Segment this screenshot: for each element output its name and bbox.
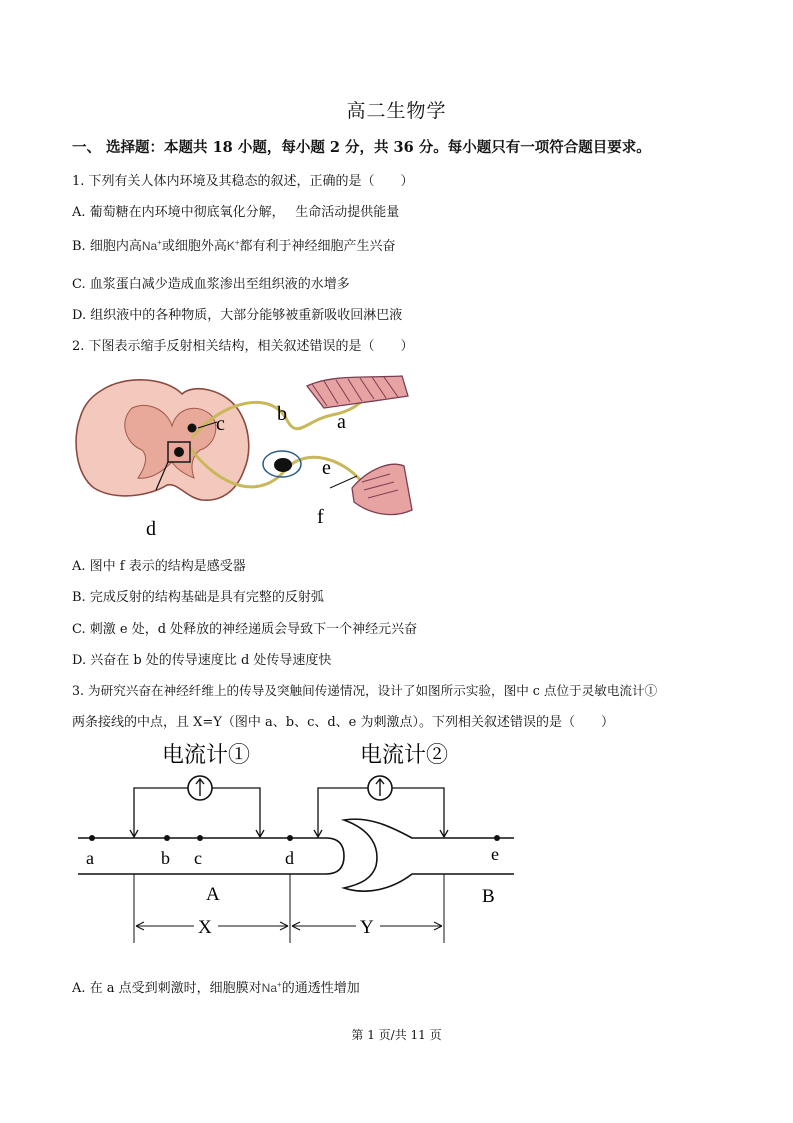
label-b: b — [277, 403, 287, 425]
point-a — [89, 835, 95, 841]
label-X: X — [198, 917, 212, 938]
q2-option-b: B. 完成反射的结构基础是具有完整的反射弧 — [72, 590, 324, 605]
synapse-body — [174, 447, 184, 457]
point-d — [287, 835, 293, 841]
label-d: d — [146, 518, 156, 540]
label-f: f — [317, 506, 324, 528]
ganglion-nucleus — [274, 458, 292, 472]
nerve-fiber-figure — [72, 738, 522, 948]
q3-option-a-post: 的通透性增加 — [281, 981, 360, 996]
q1-stem: 1. 下列有关人体内环境及其稳态的叙述，正确的是（ ） — [72, 174, 414, 189]
label-d: d — [285, 848, 294, 868]
q3-option-a — [72, 977, 360, 996]
page-title: 高二生物学 — [346, 100, 447, 122]
page-footer: 第 1 页/共 11 页 — [351, 1028, 442, 1042]
label-b: b — [161, 848, 170, 868]
q1-option-a: A. 葡萄糖在内环境中彻底氧化分解， 生命活动提供能量 — [72, 205, 400, 220]
q3-stem-line2: 两条接线的中点，且 X=Y（图中 a、b、c、d、e 为刺激点）。下列相关叙述错误的是（ ） — [72, 715, 614, 730]
sodium-ion: Na+ — [261, 980, 282, 995]
q1-option-b-pre: B. 细胞内高 — [72, 239, 142, 254]
q1-option-b — [72, 235, 396, 254]
q3-stem-line1: 3. 为研究兴奋在神经纤维上的传导及突触间传递情况，设计了如图所示实验，图中 c 点位于灵敏电流计① — [72, 683, 658, 698]
q3-option-a-pre: A. 在 a 点受到刺激时，细胞膜对 — [72, 981, 262, 996]
q2-option-c: C. 刺激 e 处，d 处释放的神经递质会导致下一个神经元兴奋 — [72, 622, 418, 637]
q1-option-c: C. 血浆蛋白减少造成血浆渗出至组织液的水增多 — [72, 277, 350, 292]
q1-option-b-post: 都有利于神经细胞产生兴奋 — [239, 239, 396, 254]
label-c: c — [216, 413, 225, 435]
label-a: a — [86, 848, 94, 868]
meter1-label: 电流计① — [162, 742, 251, 767]
q2-option-d: D. 兴奋在 b 处的传导速度比 d 处传导速度快 — [72, 653, 332, 668]
q1-option-d: D. 组织液中的各种物质，大部分能够被重新吸收回淋巴液 — [72, 308, 403, 323]
label-e: e — [491, 844, 499, 864]
label-neuron-B: B — [482, 886, 495, 907]
interneuron-c — [188, 424, 197, 433]
label-c: c — [194, 848, 202, 868]
q1-option-b-mid: 或细胞外高 — [161, 239, 227, 254]
label-neuron-A: A — [206, 884, 220, 905]
q2-option-a: A. 图中 f 表示的结构是感受器 — [72, 559, 246, 574]
meter2-label: 电流计② — [360, 742, 449, 767]
point-c — [197, 835, 203, 841]
point-b — [164, 835, 170, 841]
label-Y: Y — [360, 917, 374, 938]
effector-muscle-f — [352, 464, 412, 514]
potassium-ion: K+ — [226, 238, 240, 253]
neuron-A-axon — [78, 838, 344, 874]
q2-stem: 2. 下图表示缩手反射相关结构，相关叙述错误的是（ ） — [72, 339, 414, 354]
receptor-skin-a — [307, 376, 408, 408]
label-a: a — [337, 411, 346, 433]
reflex-arc-figure — [72, 370, 417, 545]
point-e — [494, 835, 500, 841]
label-e: e — [322, 457, 331, 479]
neuron-B-membrane — [344, 819, 514, 891]
section-heading: 一、 选择题：本题共 18 小题，每小题 2 分，共 36 分。每小题只有一项符合题目要求。 — [72, 139, 651, 156]
sodium-ion: Na+ — [141, 238, 162, 253]
